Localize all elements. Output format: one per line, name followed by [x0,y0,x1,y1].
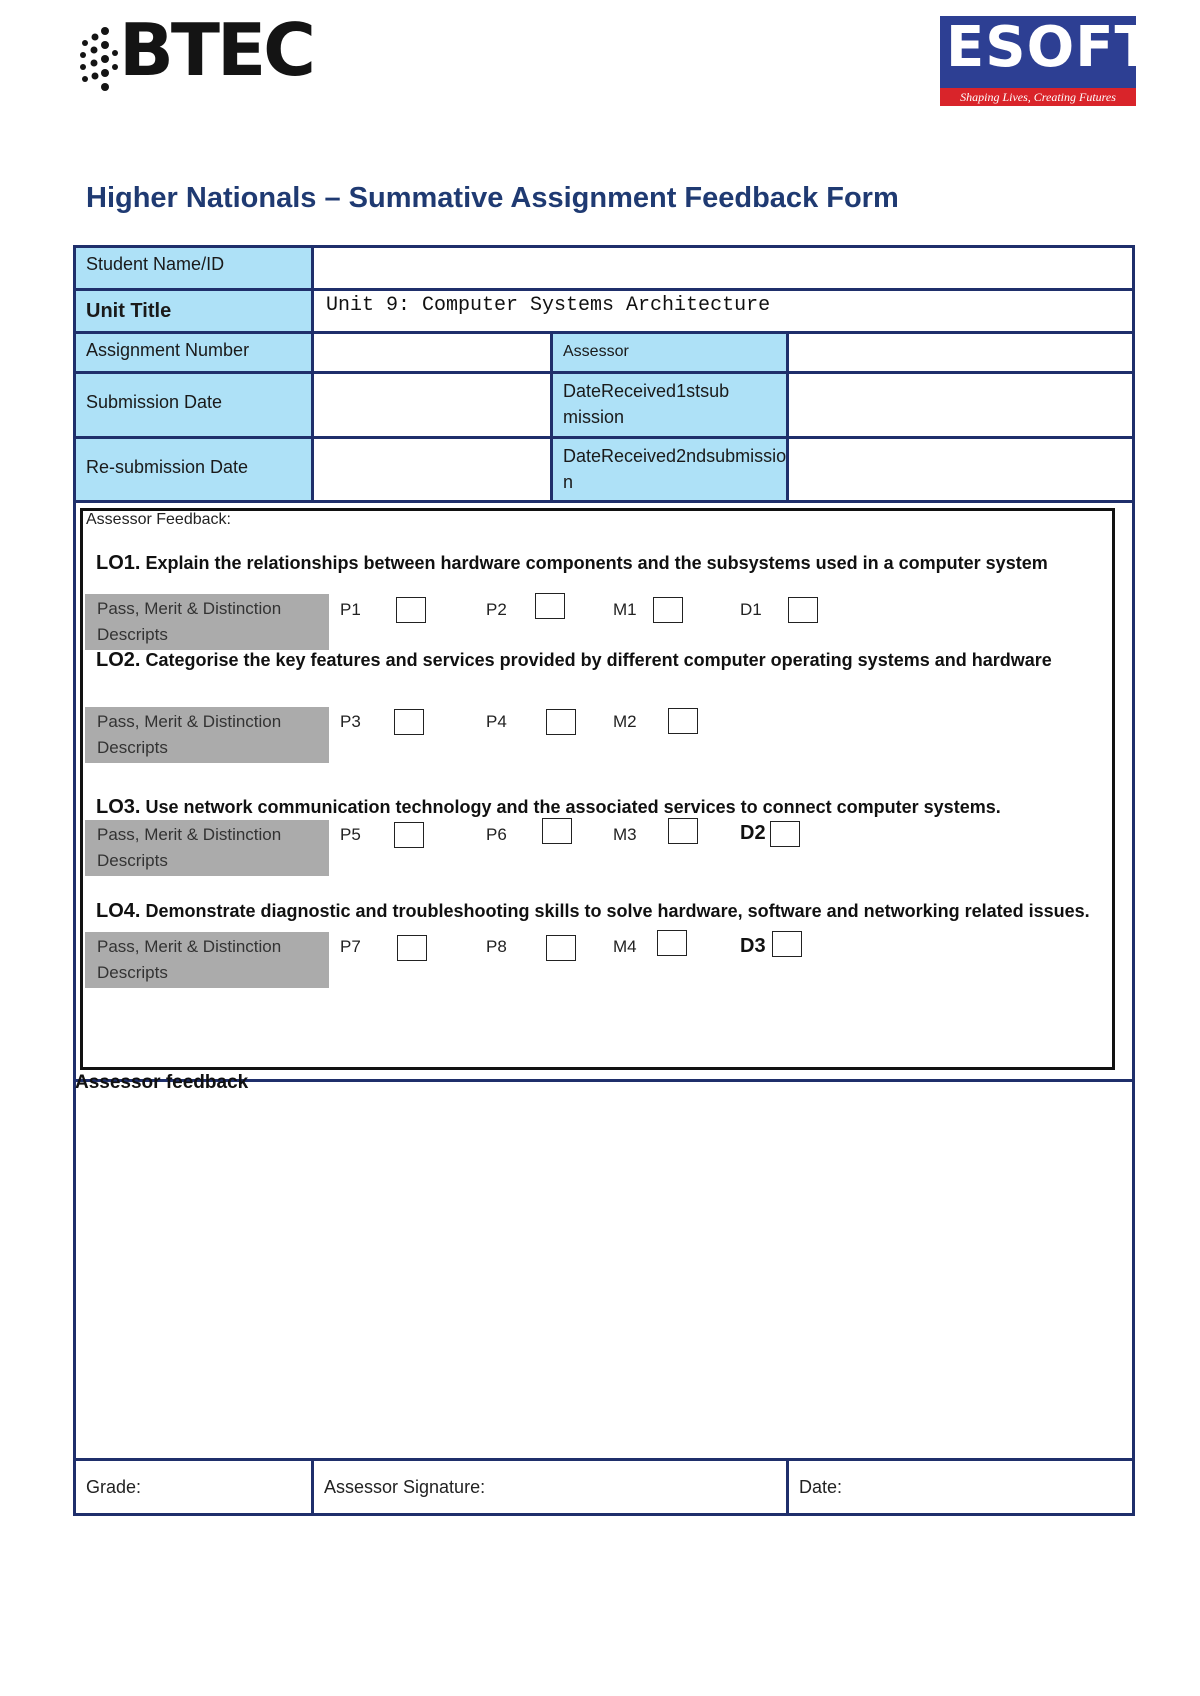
submission-date-label: Submission Date [76,374,311,436]
grid-line [73,245,76,1516]
grid-line [73,1458,1135,1461]
criterion-p2-label: P2 [486,600,507,619]
lo1-text: Explain the relationships between hardware components and the subsystems used in a computer system [145,553,1048,573]
date-received-2-label: DateReceived2ndsubmissio n [553,439,786,500]
student-name-label: Student Name/ID [76,248,311,288]
esoft-tagline: Shaping Lives, Creating Futures [940,88,1136,106]
lo2-statement [96,649,1052,672]
criterion-p4-checkbox[interactable] [546,709,576,735]
grid-line [73,1513,1135,1516]
grid-line [786,331,789,503]
criterion-p8-label: P8 [486,937,507,956]
resubmission-date-label: Re-submission Date [76,439,311,500]
assessor-field[interactable] [789,334,1132,371]
lo2-descripts: Pass, Merit & Distinction Descripts [85,707,329,763]
assessor-label: Assessor [553,334,786,371]
lo4-text: Demonstrate diagnostic and troubleshooting skills to solve hardware, software and networking related issues. [145,901,1090,921]
criterion-p6-checkbox[interactable] [542,818,572,844]
btec-logo [75,8,315,103]
grid-line [73,245,1135,248]
criterion-m4-label: M4 [613,937,637,956]
date-received-1-label: DateReceived1stsub mission [553,374,786,436]
criterion-m4-checkbox[interactable] [657,930,687,956]
criterion-p2-checkbox[interactable] [535,593,565,619]
esoft-logo [940,15,1154,106]
btec-dots-icon [75,23,123,95]
criterion-d1-label: D1 [740,600,762,619]
grid-line [311,245,314,503]
grid-line [73,371,1135,374]
unit-title-label: Unit Title [76,291,311,331]
date-label: Date: [799,1477,843,1497]
criterion-m2-checkbox[interactable] [668,708,698,734]
criterion-m1-label: M1 [613,600,637,619]
grid-line [73,436,1135,439]
assignment-number-field[interactable] [314,334,550,371]
student-name-field[interactable] [314,248,1132,288]
unit-title-field[interactable]: Unit 9: Computer Systems Architecture [326,294,771,317]
lo3-code: LO3. [96,796,141,818]
date-received-1-field[interactable] [789,374,1132,436]
assessor-feedback-area[interactable] [78,1100,1130,1455]
lo1-statement [96,552,1048,575]
assessor-signature-label: Assessor Signature: [324,1477,486,1497]
assessor-feedback-label: Assessor feedback [75,1072,249,1093]
criterion-m3-label: M3 [613,825,637,844]
lo3-statement [96,796,1001,819]
criterion-d3-checkbox[interactable] [772,931,802,957]
criterion-p7-label: P7 [340,937,361,956]
criterion-m1-checkbox[interactable] [653,597,683,623]
assignment-number-label: Assignment Number [76,334,311,371]
esoft-wordmark: ESOFT [946,15,1154,80]
lo4-statement [96,900,1090,923]
criterion-m2-label: M2 [613,712,637,731]
lo1-code: LO1. [96,552,141,574]
criterion-p1-checkbox[interactable] [396,597,426,623]
grid-line [73,288,1135,291]
criterion-d1-checkbox[interactable] [788,597,818,623]
grid-line [550,331,553,503]
criterion-d2-checkbox[interactable] [770,821,800,847]
grid-line [311,1458,314,1516]
lo3-descripts: Pass, Merit & Distinction Descripts [85,820,329,876]
criterion-p3-checkbox[interactable] [394,709,424,735]
criterion-p5-checkbox[interactable] [394,822,424,848]
criterion-p4-label: P4 [486,712,507,731]
criterion-p8-checkbox[interactable] [546,935,576,961]
criterion-d2-label: D2 [740,822,766,844]
criterion-p1-label: P1 [340,600,361,619]
grade-label: Grade: [86,1477,142,1497]
criterion-p5-label: P5 [340,825,361,844]
criterion-p7-checkbox[interactable] [397,935,427,961]
lo2-text: Categorise the key features and services provided by different computer operating systems and hardware [145,650,1052,670]
submission-date-field[interactable] [314,374,550,436]
lo2-code: LO2. [96,649,141,671]
criterion-d3-label: D3 [740,935,766,957]
btec-wordmark: BTEC [119,8,314,92]
grid-line [73,500,1135,503]
lo1-descripts: Pass, Merit & Distinction Descripts [85,594,329,650]
grid-line [73,331,1135,334]
assessor-feedback-box-label: Assessor Feedback: [86,511,231,528]
date-received-2-field[interactable] [789,439,1132,500]
lo3-text: Use network communication technology and the associated services to connect computer systems. [145,797,1001,817]
criterion-p6-label: P6 [486,825,507,844]
lo4-descripts: Pass, Merit & Distinction Descripts [85,932,329,988]
criterion-m3-checkbox[interactable] [668,818,698,844]
resubmission-date-field[interactable] [314,439,550,500]
grid-line [1132,245,1135,1516]
criterion-p3-label: P3 [340,712,361,731]
page-title: Higher Nationals – Summative Assignment Feedback Form [86,182,899,214]
grid-line [786,1458,789,1516]
lo4-code: LO4. [96,900,141,922]
